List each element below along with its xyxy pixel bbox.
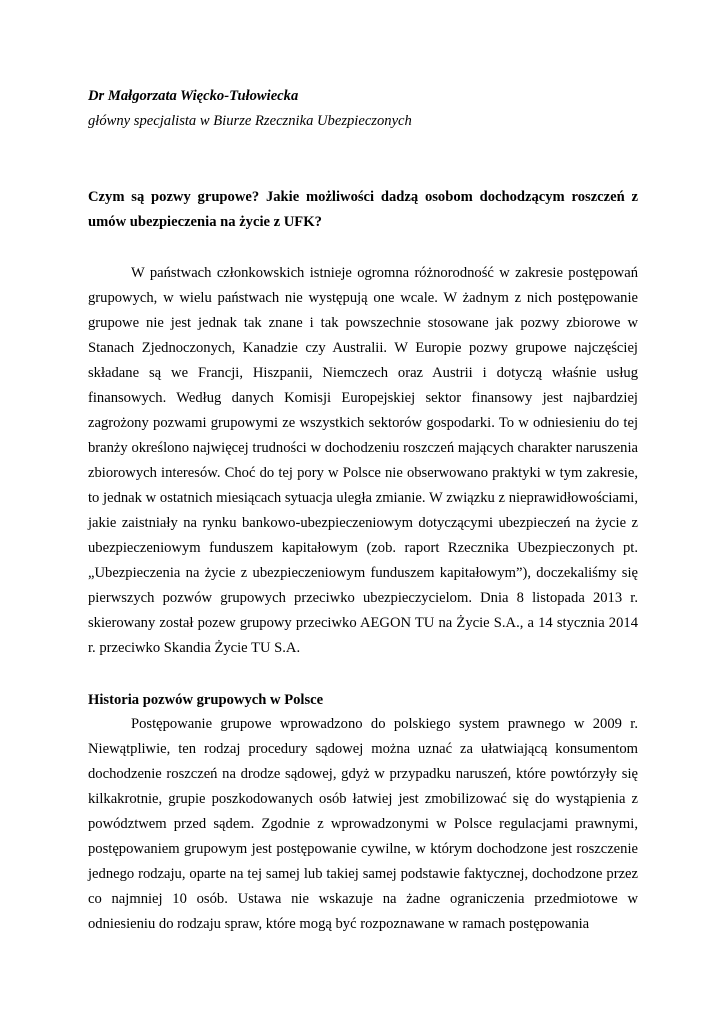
section-heading: Historia pozwów grupowych w Polsce bbox=[88, 692, 324, 708]
author-name: Dr Małgorzata Więcko-Tułowiecka bbox=[88, 88, 299, 104]
section-paragraph: Postępowanie grupowe wprowadzono do polskiego system prawnego w 2009 r. Niewątpliwie, ten rodzaj procedury sądowej można uznać za ułatwiającą konsumentom dochodzenie roszczeń na drodze sądowej, gdyż w przypadku naruszeń, które powtórzyły się kilkakrotnie, grupie poszkodowanych osób łatwiej jest zmobilizować się do wystąpienia z powództwem przed sądem. Zgodnie z wprowadzonymi w Polsce regulacjami prawnymi, postępowaniem grupowym jest postępowanie cywilne, w którym dochodzone jest roszczenie jednego rodzaju, oparte na tej samej lub takiej samej podstawie faktycznej, dochodzone przez co najmniej 10 osób. Ustawa nie wskazuje na żadne ograniczenia przedmiotowe w odniesieniu do rodzaju spraw, które mogą być rozpoznawane w ramach postępowania bbox=[88, 716, 638, 932]
intro-paragraph: W państwach członkowskich istnieje ogromna różnorodność w zakresie postępowań grupowych, w wielu państwach nie występują one wcale. W żadnym z nich postępowanie grupowe nie jest jednak tak znane i tak powszechnie stosowane jak pozwy zbiorowe w Stanach Zjednoczonych, Kanadzie czy Australii. W Europie pozwy grupowe najczęściej składane są we Francji, Hiszpanii, Niemczech oraz Austrii i dotyczą właśnie usług finansowych. Według danych Komisji Europejskiej sektor finansowy jest najbardziej zagrożony pozwami grupowymi ze wszystkich sektorów gospodarki. To w odniesieniu do tej branży określono najwięcej trudności w dochodzeniu roszczeń mających charakter naruszenia zbiorowych interesów. Choć do tej pory w Polsce nie obserwowano praktyki w tym zakresie, to jednak w ostatnich miesiącach sytuacja uległa zmianie. W związku z nieprawidłowościami, jakie zaistniały na rynku bankowo-ubezpieczeniowym dotyczącymi ubezpieczeń na życie z ubezpieczeniowym funduszem kapitałowym (zob. raport Rzecznika Ubezpieczonych pt. „Ubezpieczenia na życie z ubezpieczeniowym funduszem kapitałowym”), doczekaliśmy się pierwszych pozwów grupowych przeciwko ubezpieczycielom. Dnia 8 listopada 2013 r. skierowany został pozew grupowy przeciwko AEGON TU na Życie S.A., a 14 stycznia 2014 r. przeciwko Skandia Życie TU S.A. bbox=[88, 265, 638, 656]
article-question-heading: Czym są pozwy grupowe? Jakie możliwości dadzą osobom dochodzącym roszczeń z umów ubezpieczenia na życie z UFK? bbox=[88, 189, 638, 230]
author-role: główny specjalista w Biurze Rzecznika Ubezpieczonych bbox=[88, 113, 412, 129]
